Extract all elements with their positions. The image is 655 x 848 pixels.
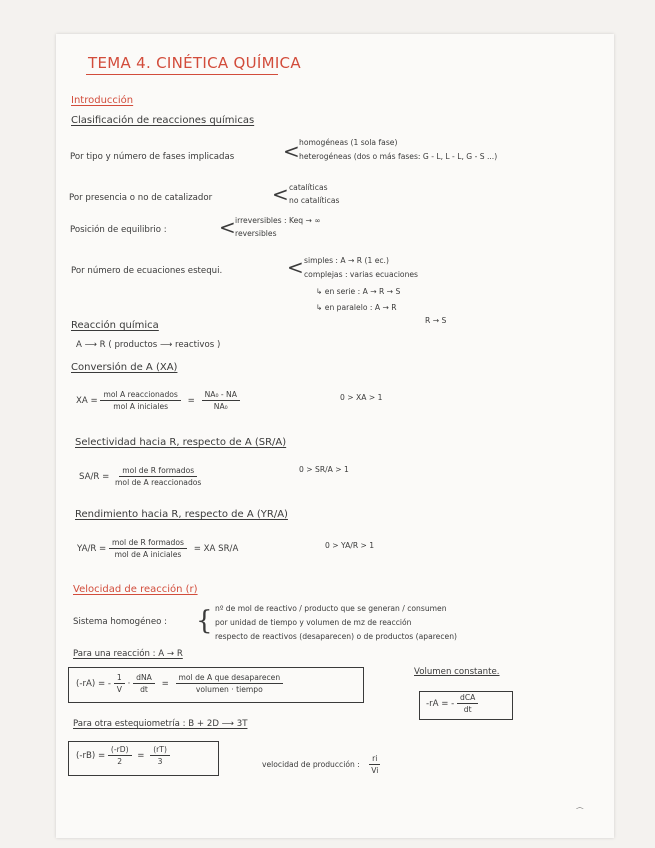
reaccion-heading: Reacción química	[71, 320, 159, 331]
conversion-heading: Conversión de A (XA)	[71, 362, 178, 373]
equilibrio-label: Posición de equilibrio :	[70, 225, 167, 235]
est-den-2: 3	[157, 757, 163, 766]
ren-frac	[109, 538, 187, 559]
est-lhs: (-rB) =	[76, 750, 106, 761]
volumen-formula	[426, 693, 478, 714]
conversion-condition: 0 > XA > 1	[340, 393, 383, 402]
est-num-1: (-rD)	[108, 745, 132, 756]
otra-estequiometria-heading: Para otra estequiometría : B + 2D ⟶ 3T	[73, 719, 248, 729]
est-den-1: 2	[117, 757, 123, 766]
ecuaciones-label: Por número de ecuaciones estequi.	[71, 266, 223, 276]
vel-den-2: dt	[140, 685, 148, 694]
vel-num-3: mol de A que desaparecen	[176, 673, 284, 684]
brace-equilibrio: <	[219, 215, 236, 239]
sistema-linea-3: respecto de reactivos (desaparecen) o de productos (aparecen)	[215, 632, 457, 641]
vel-lhs: (-rA) = -	[76, 678, 111, 689]
cat-no-cataliticas: no catalíticas	[289, 196, 340, 205]
rendimiento-condition: 0 > YA/R > 1	[325, 541, 375, 550]
ec-serie: ↳ en serie : A → R → S	[316, 287, 401, 296]
vel-frac-1	[114, 673, 125, 694]
brace-sistema: {	[196, 606, 213, 636]
ec-paralelo-2: R → S	[425, 316, 447, 325]
conv-num-1: mol A reaccionados	[100, 390, 180, 401]
vel-den-3: volumen · tiempo	[195, 685, 263, 694]
catalizador-label: Por presencia o no de catalizador	[69, 193, 213, 203]
vel-num-2: dNA	[133, 673, 155, 684]
ren-rhs: = XA SR/A	[193, 543, 239, 554]
vel-frac-3	[176, 673, 284, 694]
volc-lhs: -rA = -	[426, 698, 455, 709]
ren-den: mol de A iniciales	[114, 550, 182, 559]
prod-num: ri	[369, 754, 380, 765]
sel-num: mol de R formados	[119, 466, 197, 477]
est-eq: =	[137, 750, 145, 761]
selectividad-heading: Selectividad hacia R, respecto de A (SR/A)	[75, 437, 287, 448]
volc-den: dt	[463, 705, 472, 714]
brace-fases: <	[283, 139, 300, 163]
eq-reversibles: reversibles	[235, 229, 277, 238]
volc-num: dCA	[457, 693, 478, 704]
conv-den-2: NA₀	[213, 402, 228, 411]
sistema-linea-1: nº de mol de reactivo / producto que se generan / consumen	[215, 604, 447, 613]
rendimiento-heading: Rendimiento hacia R, respecto de A (YR/A)	[75, 509, 288, 520]
intro-heading: Introducción	[71, 95, 134, 106]
vel-dot: ·	[127, 678, 131, 689]
ren-lhs: YA/R =	[77, 543, 107, 554]
selectividad-condition: 0 > SR/A > 1	[299, 465, 349, 474]
fases-heterogeneas: heterogéneas (dos o más fases: G - L, L - L, G - S ...)	[299, 152, 498, 161]
prod-frac	[368, 754, 381, 775]
prod-label: velocidad de producción :	[262, 760, 360, 769]
page-mark: ⌒	[576, 807, 584, 816]
ec-complejas: complejas : varias ecuaciones	[304, 270, 419, 279]
prod-den: Vi	[371, 766, 379, 775]
fases-label: Por tipo y número de fases implicadas	[70, 152, 235, 162]
reaccion-ecuacion: A ⟶ R ( productos ⟶ reactivos )	[76, 340, 221, 350]
conv-lhs: XA =	[76, 395, 98, 406]
rendimiento-formula	[77, 538, 238, 559]
velocidad-heading: Velocidad de reacción (r)	[73, 584, 198, 595]
conv-num-2: NA₀ - NA	[202, 390, 240, 401]
page-title: TEMA 4. CINÉTICA QUÍMICA	[88, 54, 301, 72]
velocidad-produccion	[262, 754, 381, 775]
ec-paralelo: ↳ en paralelo : A → R	[316, 303, 397, 312]
volumen-constante: Volumen constante.	[414, 667, 500, 677]
velocidad-formula	[76, 673, 283, 694]
brace-ecuaciones: <	[287, 255, 304, 279]
vel-den-1: V	[116, 685, 122, 694]
est-frac-2	[150, 745, 170, 766]
sel-frac	[112, 466, 204, 487]
est-num-2: (rT)	[150, 745, 170, 756]
ren-num: mol de R formados	[109, 538, 187, 549]
estequiometria-formula	[76, 745, 170, 766]
conv-den-1: mol A iniciales	[113, 402, 169, 411]
clasificacion-heading: Clasificación de reacciones químicas	[71, 115, 255, 126]
sel-den: mol de A reaccionados	[115, 478, 202, 487]
fases-homogeneas: homogéneas (1 sola fase)	[299, 138, 398, 147]
est-frac-1	[108, 745, 132, 766]
sel-lhs: SA/R =	[79, 471, 110, 482]
conv-frac-2	[202, 390, 240, 411]
conv-eq: =	[187, 395, 195, 406]
sistema-linea-2: por unidad de tiempo y volumen de mz de reacción	[215, 618, 412, 627]
eq-irreversibles: irreversibles : Keq → ∞	[235, 216, 321, 225]
cat-cataliticas: catalíticas	[289, 183, 328, 192]
ec-simples: simples : A → R (1 ec.)	[304, 256, 389, 265]
vel-num-1: 1	[114, 673, 125, 684]
brace-catalizador: <	[272, 182, 289, 206]
selectividad-formula	[79, 466, 204, 487]
volc-frac	[457, 693, 478, 714]
vel-eq: =	[161, 678, 169, 689]
conversion-formula	[76, 390, 240, 411]
vel-frac-2	[133, 673, 155, 694]
sistema-homogeneo: Sistema homogéneo :	[73, 617, 168, 627]
title-underline	[86, 74, 278, 75]
conv-frac-1	[100, 390, 180, 411]
una-reaccion-heading: Para una reacción : A → R	[73, 649, 183, 659]
